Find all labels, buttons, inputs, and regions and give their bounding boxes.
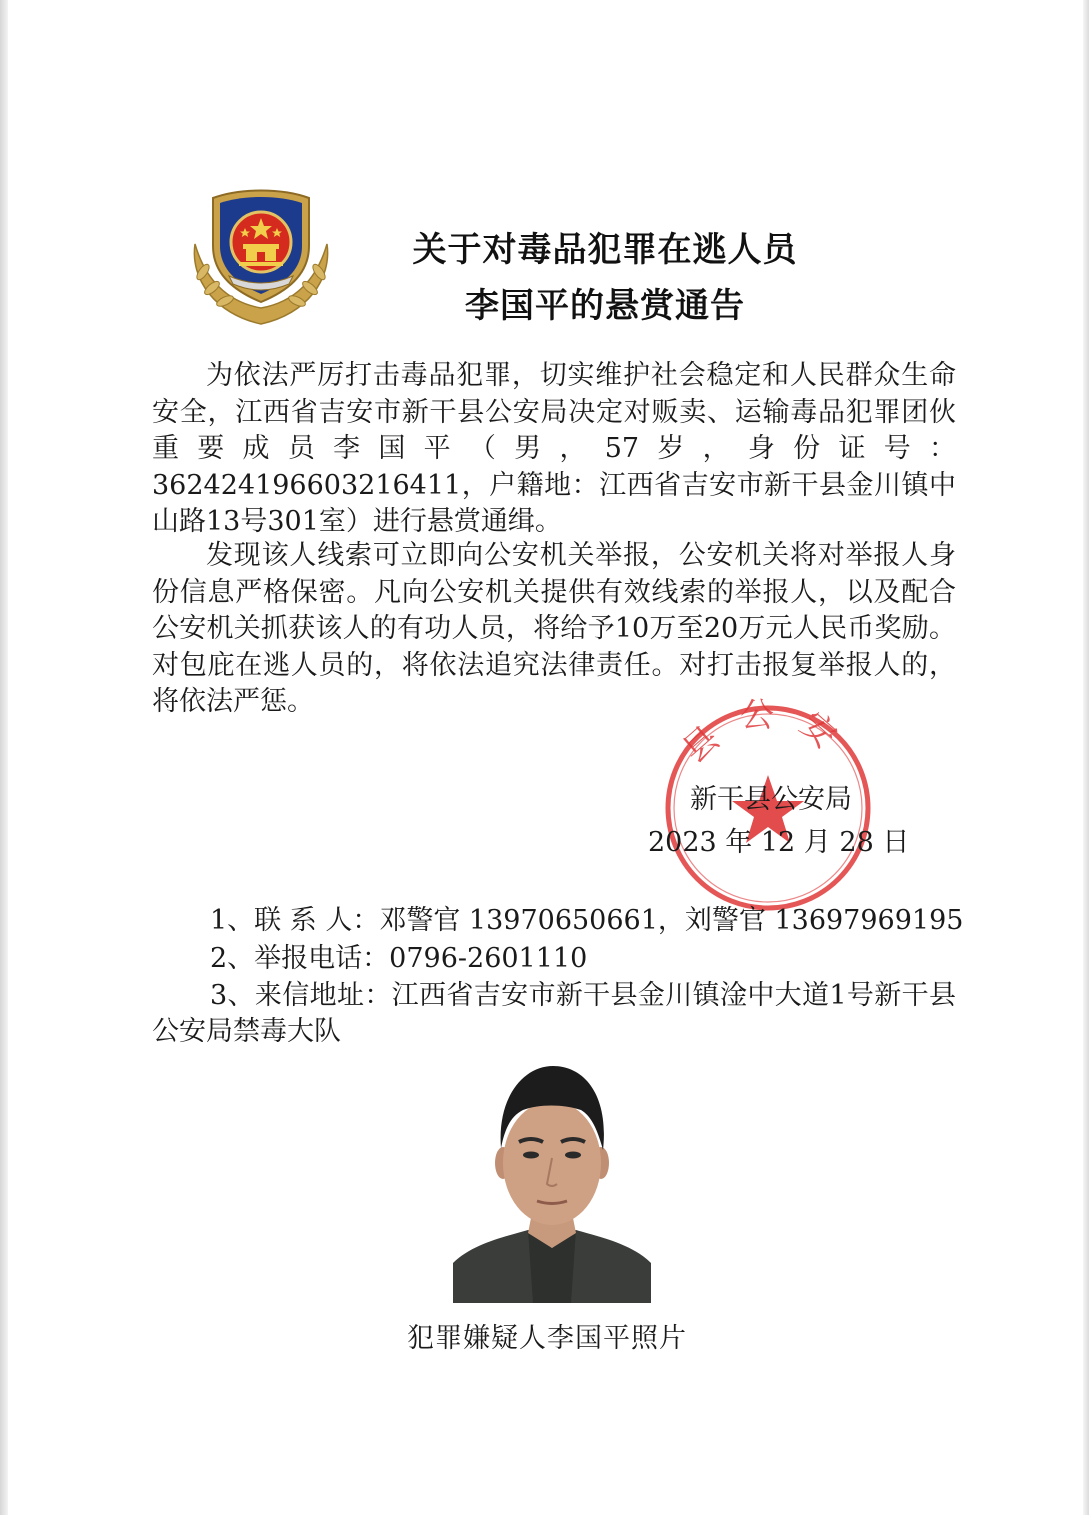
notice-title-line2: 李国平的悬赏通告: [465, 286, 745, 326]
report-phone: 2、举报电话：0796-2601110: [210, 943, 588, 974]
signature-organization: 新干县公安局: [690, 784, 852, 815]
svg-text:县公安: 县公安: [675, 697, 861, 772]
page-edge-right: [1083, 0, 1089, 1515]
police-emblem-icon: [185, 184, 337, 329]
notice-paragraph-2: 发现该人线索可立即向公安机关举报，公安机关将对举报人身份信息严格保密。凡向公安机关提供有效线索的举报人，以及配合公安机关抓获该人的有功人员，将给予10万至20万元人民币奖励。对包庇在逃人员的，将依法追究法律责任。对打击报复举报人的，将依法严惩。: [152, 540, 956, 717]
signature-date: 2023 年 12 月 28 日: [648, 827, 910, 858]
photo-caption: 犯罪嫌疑人李国平照片: [407, 1323, 687, 1354]
notice-title-line1: 关于对毒品犯罪在逃人员: [412, 230, 798, 270]
contact-persons: 1、联 系 人：邓警官 13970650661，刘警官 13697969195: [210, 905, 964, 936]
mailing-address: 3、来信地址：江西省吉安市新干县金川镇淦中大道1号新干县公安局禁毒大队: [152, 980, 956, 1047]
page-edge-left: [0, 0, 8, 1515]
notice-paragraph-1: 为依法严厉打击毒品犯罪，切实维护社会稳定和人民群众生命安全，江西省吉安市新干县公安局决定对贩卖、运输毒品犯罪团伙重要成员李国平（男，57岁，身份证号：362424196603216411，户籍地：江西省吉安市新干县金川镇中山路13号301室）进行悬赏通缉。: [152, 360, 956, 537]
suspect-photo: [453, 1058, 651, 1303]
